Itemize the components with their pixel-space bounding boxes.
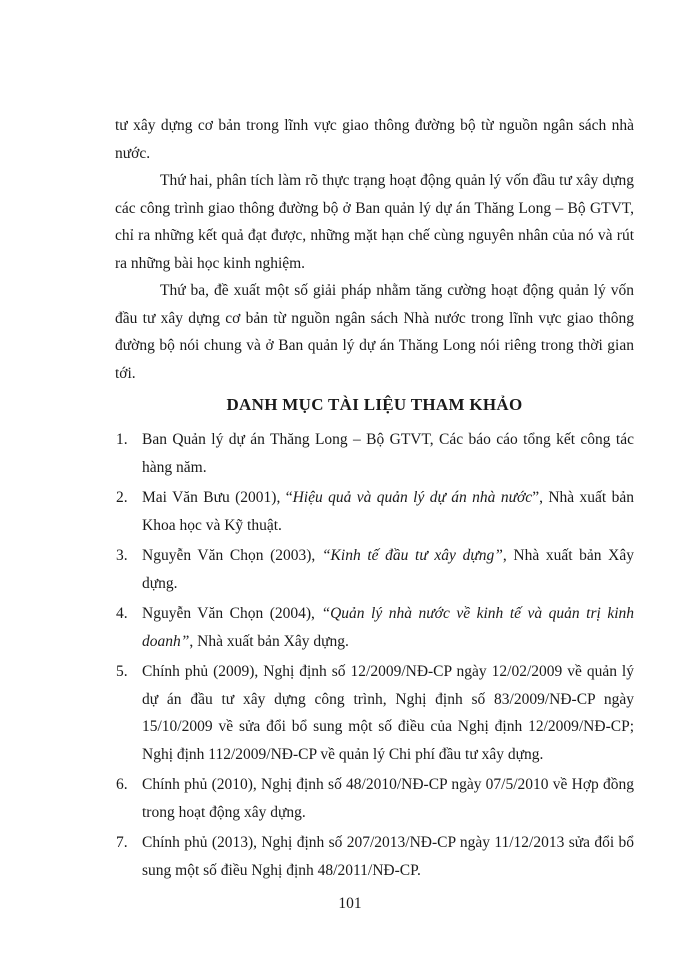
reference-text-after: , Nhà xuất bản Xây dựng. xyxy=(189,632,349,650)
reference-number: 3. xyxy=(116,547,128,564)
references-heading: DANH MỤC TÀI LIỆU THAM KHẢO xyxy=(226,395,523,414)
paragraph-continuation: tư xây dựng cơ bản trong lĩnh vực giao thông đường bộ từ nguồn ngân sách nhà nước. xyxy=(115,117,634,162)
reference-item-3 xyxy=(115,542,634,597)
paragraph-second-objective: Thứ hai, phân tích làm rõ thực trạng hoạt động quản lý vốn đầu tư xây dựng các công trình giao thông đường bộ ở Ban quản lý dự án Thăng Long – Bộ GTVT, chỉ ra những kết quả đạt được, những mặt hạn chế cùng nguyên nhân của nó và rút ra những bài học kinh nghiệm. xyxy=(115,172,634,272)
reference-text: Mai Văn Bưu (2001), “ xyxy=(142,489,293,506)
reference-title: “Quản lý nhà nước về kinh tế và quản trị kinh doanh” xyxy=(142,605,635,650)
reference-number: 5. xyxy=(116,663,128,680)
reference-text: Chính phủ (2013), Nghị định số 207/2013/NĐ-CP ngày 11/12/2013 sửa đổi bổ sung một số điều Nghị định 48/2011/NĐ-CP. xyxy=(142,834,634,879)
reference-text: Nguyễn Văn Chọn (2004), xyxy=(142,605,322,622)
reference-text-after: , Nhà xuất bản Xây dựng. xyxy=(142,547,635,592)
reference-number: 4. xyxy=(116,605,128,622)
document-body xyxy=(115,112,634,887)
paragraph-third-objective: Thứ ba, đề xuất một số giải pháp nhằm tăng cường hoạt động quản lý vốn đầu tư xây dựng cơ bản từ nguồn ngân sách Nhà nước trong lĩnh vực giao thông đường bộ nói chung và ở Ban quản lý dự án Thăng Long nói riêng trong thời gian tới. xyxy=(115,282,634,382)
reference-item-2 xyxy=(115,484,634,539)
reference-text-after: ”, Nhà xuất bản Khoa học và Kỹ thuật. xyxy=(142,489,634,534)
reference-title: “Kinh tế đầu tư xây dựng” xyxy=(321,547,503,564)
reference-number: 1. xyxy=(116,431,128,448)
reference-item-5 xyxy=(115,658,634,768)
reference-item-6 xyxy=(115,771,634,826)
reference-text: Chính phủ (2010), Nghị định số 48/2010/NĐ-CP ngày 07/5/2010 về Hợp đồng trong hoạt động xây dựng. xyxy=(142,776,634,821)
reference-number: 2. xyxy=(116,489,128,506)
reference-text: Nguyễn Văn Chọn (2003), xyxy=(142,547,322,564)
reference-text: Chính phủ (2009), Nghị định số 12/2009/NĐ-CP ngày 12/02/2009 về quản lý dự án đầu tư xây dựng công trình, Nghị định số 83/2009/NĐ-CP ngày 15/10/2009 về sửa đổi bổ sung một số điều của Nghị định 12/2009/NĐ-CP; Nghị định 112/2009/NĐ-CP về quản lý Chi phí đầu tư xây dựng. xyxy=(142,663,634,763)
reference-number: 6. xyxy=(116,776,128,793)
reference-item-1 xyxy=(115,426,634,481)
reference-list xyxy=(115,426,634,884)
reference-item-4 xyxy=(115,600,634,655)
page-number: 101 xyxy=(338,895,362,912)
reference-title: Hiệu quả và quản lý dự án nhà nước xyxy=(292,489,533,506)
reference-number: 7. xyxy=(116,834,128,851)
reference-item-7 xyxy=(115,829,634,884)
reference-text: Ban Quản lý dự án Thăng Long – Bộ GTVT, Các báo cáo tổng kết công tác hàng năm. xyxy=(142,431,634,476)
